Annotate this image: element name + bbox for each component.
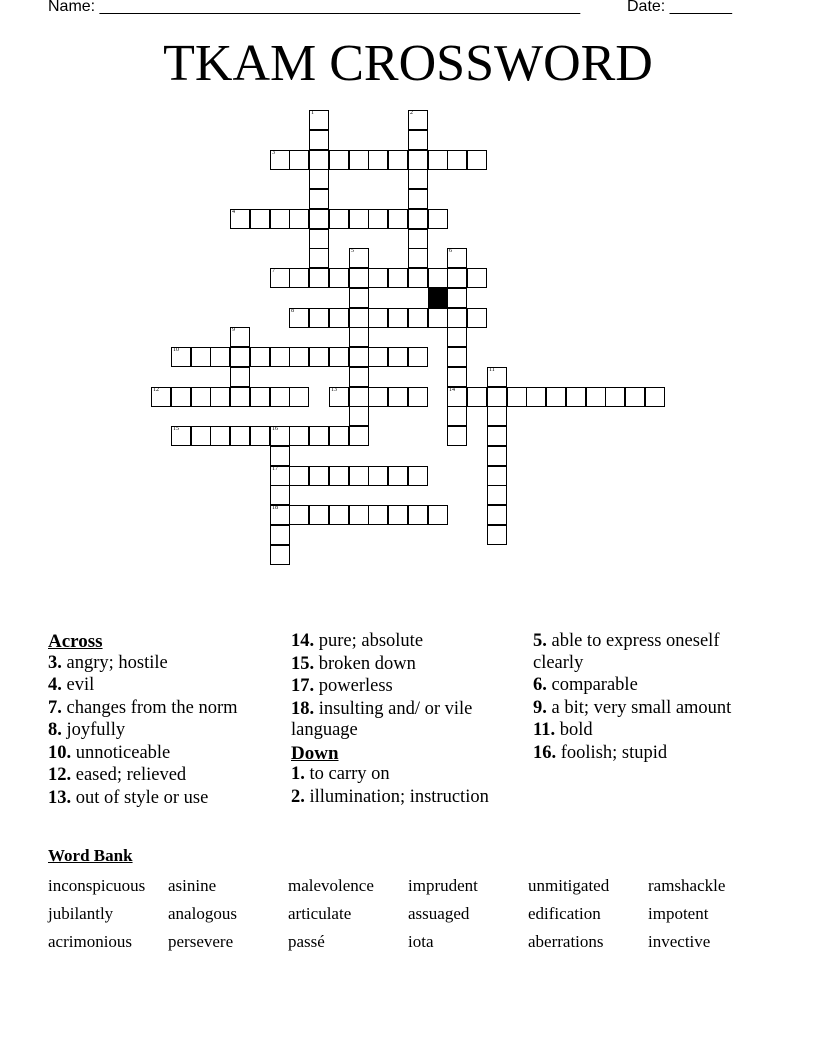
- grid-cell[interactable]: [388, 347, 408, 367]
- clue-text: changes from the norm: [66, 697, 238, 718]
- grid-cell[interactable]: [210, 347, 230, 367]
- grid-cell[interactable]: [487, 387, 507, 407]
- grid-cell[interactable]: [270, 209, 290, 229]
- grid-cell[interactable]: [309, 426, 329, 446]
- word-bank-word: unmitigated: [528, 876, 610, 895]
- grid-cell[interactable]: [289, 268, 309, 288]
- grid-cell[interactable]: [408, 466, 428, 486]
- grid-cell[interactable]: [309, 229, 329, 249]
- grid-cell[interactable]: [447, 406, 467, 426]
- grid-cell[interactable]: [349, 387, 369, 407]
- grid-cell[interactable]: [309, 189, 329, 209]
- grid-cell[interactable]: [388, 308, 408, 328]
- grid-cell[interactable]: [467, 150, 487, 170]
- clue-text: joyfully: [66, 720, 126, 740]
- down-clue: [533, 631, 763, 674]
- grid-cell[interactable]: [388, 387, 408, 407]
- grid-cell[interactable]: [408, 110, 428, 130]
- clue-number-label: 5: [351, 248, 354, 254]
- grid-cell[interactable]: [230, 209, 250, 229]
- grid-cell[interactable]: [447, 367, 467, 387]
- down-heading: Down: [291, 742, 339, 764]
- word-bank-word: analogous: [168, 904, 237, 923]
- word-bank-word: malevolence: [288, 876, 374, 895]
- clue-number-label: 17: [272, 466, 278, 472]
- word-bank-word: edification: [528, 904, 601, 923]
- grid-cell[interactable]: [645, 387, 665, 407]
- clue-text: broken down: [318, 653, 416, 674]
- grid-cell[interactable]: [329, 466, 349, 486]
- word-bank-word: articulate: [288, 904, 352, 923]
- clue-number-label: 9: [232, 327, 235, 333]
- grid-cell[interactable]: [408, 130, 428, 150]
- down-clue: [533, 698, 763, 720]
- clue-number-label: 1: [311, 110, 314, 116]
- grid-cell[interactable]: [151, 387, 171, 407]
- grid-cell[interactable]: [487, 406, 507, 426]
- word-bank-word: passé: [288, 932, 325, 951]
- clue-text: able to express oneself clearly: [533, 631, 720, 673]
- grid-cell[interactable]: [289, 505, 309, 525]
- grid-cell[interactable]: [289, 466, 309, 486]
- clue-text: angry; hostile: [66, 652, 168, 673]
- clue-number: 2.: [291, 786, 305, 807]
- grid-cell[interactable]: [210, 426, 230, 446]
- grid-cell[interactable]: [309, 248, 329, 268]
- grid-cell[interactable]: [487, 525, 507, 545]
- clue-number-label: 14: [449, 387, 455, 393]
- grid-cell[interactable]: [270, 545, 290, 565]
- grid-cell[interactable]: [428, 150, 448, 170]
- down-clue: [533, 720, 763, 742]
- word-bank-word: impotent: [648, 904, 709, 923]
- grid-cell[interactable]: [566, 387, 586, 407]
- grid-cell[interactable]: [289, 387, 309, 407]
- grid-cell[interactable]: [487, 466, 507, 486]
- grid-cell[interactable]: [250, 426, 270, 446]
- grid-cell[interactable]: [428, 308, 448, 328]
- across-heading: Across: [48, 631, 103, 652]
- grid-cell[interactable]: [309, 268, 329, 288]
- grid-cell[interactable]: [408, 308, 428, 328]
- word-bank-title: Word Bank: [48, 846, 133, 865]
- grid-cell[interactable]: [230, 426, 250, 446]
- grid-cell[interactable]: [447, 268, 467, 288]
- clue-text: out of style or use: [75, 787, 209, 808]
- clue-number: 15.: [291, 653, 315, 674]
- grid-cell[interactable]: [349, 150, 369, 170]
- grid-cell[interactable]: [309, 150, 329, 170]
- grid-cell[interactable]: [447, 426, 467, 446]
- across-clue: [48, 698, 278, 720]
- grid-cell[interactable]: [487, 367, 507, 387]
- grid-cell[interactable]: [329, 308, 349, 328]
- grid-cell[interactable]: [447, 308, 467, 328]
- clue-number-label: 8: [291, 308, 294, 314]
- grid-cell[interactable]: [270, 505, 290, 525]
- across-clue: [48, 653, 278, 675]
- grid-cell[interactable]: [171, 387, 191, 407]
- grid-cell[interactable]: [447, 150, 467, 170]
- word-bank-word: jubilantly: [48, 904, 114, 923]
- grid-cell[interactable]: [250, 209, 270, 229]
- clue-number: 8.: [48, 720, 62, 740]
- grid-cell[interactable]: [349, 327, 369, 347]
- clue-number-label: 13: [331, 387, 337, 393]
- across-clue: [48, 743, 278, 765]
- grid-cell[interactable]: [250, 347, 270, 367]
- clue-text: unnoticeable: [75, 742, 171, 763]
- clue-text: a bit; very small amount: [551, 697, 732, 718]
- clue-number-label: 16: [272, 426, 278, 432]
- clue-number-label: 10: [173, 347, 179, 353]
- grid-cell[interactable]: [349, 288, 369, 308]
- grid-cell[interactable]: [289, 150, 309, 170]
- clue-number: 5.: [533, 631, 547, 651]
- clue-column-2: [291, 631, 521, 809]
- grid-cell[interactable]: [526, 387, 546, 407]
- clue-number-label: 12: [153, 387, 159, 393]
- grid-cell[interactable]: [368, 466, 388, 486]
- grid-cell[interactable]: [270, 446, 290, 466]
- word-bank-word: invective: [648, 932, 711, 951]
- across-clue: [291, 654, 521, 676]
- grid-cell[interactable]: [270, 485, 290, 505]
- clue-text: illumination; instruction: [309, 786, 489, 807]
- clue-text: powerless: [318, 676, 393, 696]
- down-clue: [533, 743, 763, 765]
- grid-cell[interactable]: [329, 347, 349, 367]
- across-clue: [291, 631, 521, 653]
- clue-number-label: 4: [232, 209, 235, 215]
- grid-cell[interactable]: [309, 169, 329, 189]
- grid-cell[interactable]: [447, 387, 467, 407]
- clue-text: evil: [66, 675, 95, 695]
- grid-cell[interactable]: [309, 308, 329, 328]
- grid-cell[interactable]: [349, 426, 369, 446]
- grid-cell[interactable]: [329, 426, 349, 446]
- grid-cell[interactable]: [487, 505, 507, 525]
- down-clue: [291, 764, 521, 786]
- grid-cell[interactable]: [428, 209, 448, 229]
- across-clue: [291, 676, 521, 698]
- grid-cell[interactable]: [408, 505, 428, 525]
- grid-cell[interactable]: [625, 387, 645, 407]
- grid-cell[interactable]: [368, 209, 388, 229]
- grid-cell[interactable]: [388, 209, 408, 229]
- clue-number-label: 3: [272, 150, 275, 156]
- name-field[interactable]: Name: ______________________________________________________: [48, 0, 581, 15]
- grid-cell[interactable]: [289, 347, 309, 367]
- clue-number-label: 2: [410, 110, 413, 116]
- grid-cell[interactable]: [191, 387, 211, 407]
- grid-cell[interactable]: [230, 347, 250, 367]
- clue-number: 11.: [533, 720, 556, 740]
- grid-cell[interactable]: [349, 268, 369, 288]
- grid-cell[interactable]: [309, 209, 329, 229]
- grid-cell[interactable]: [191, 347, 211, 367]
- grid-cell[interactable]: [349, 209, 369, 229]
- clue-column-3: [533, 631, 763, 765]
- grid-cell[interactable]: [270, 525, 290, 545]
- grid-cell[interactable]: [368, 505, 388, 525]
- down-clue: [291, 787, 521, 809]
- grid-cell[interactable]: [408, 347, 428, 367]
- grid-cell[interactable]: [368, 387, 388, 407]
- grid-cell[interactable]: [408, 387, 428, 407]
- clue-text: foolish; stupid: [560, 742, 668, 763]
- across-clue: [48, 788, 278, 810]
- grid-cell[interactable]: [447, 347, 467, 367]
- word-bank-word: persevere: [168, 932, 234, 951]
- grid-cell[interactable]: [349, 347, 369, 367]
- grid-cell[interactable]: [270, 426, 290, 446]
- grid-cell[interactable]: [428, 505, 448, 525]
- grid-cell[interactable]: [605, 387, 625, 407]
- grid-cell[interactable]: [349, 406, 369, 426]
- across-clue: [48, 765, 278, 787]
- clue-number: 14.: [291, 631, 315, 651]
- word-bank-word: imprudent: [408, 876, 478, 895]
- grid-cell[interactable]: [210, 387, 230, 407]
- clue-text: comparable: [551, 675, 638, 695]
- grid-cell[interactable]: [388, 466, 408, 486]
- clue-text: pure; absolute: [318, 631, 424, 651]
- clue-number: 17.: [291, 676, 315, 696]
- clue-number-label: 7: [272, 268, 275, 274]
- clue-number: 9.: [533, 697, 547, 718]
- word-bank-word: ramshackle: [648, 876, 726, 895]
- across-clue: [291, 699, 521, 742]
- grid-cell[interactable]: [349, 505, 369, 525]
- grid-cell[interactable]: [230, 367, 250, 387]
- grid-cell[interactable]: [270, 150, 290, 170]
- grid-cell[interactable]: [586, 387, 606, 407]
- grid-cell[interactable]: [250, 387, 270, 407]
- grid-cell[interactable]: [368, 308, 388, 328]
- grid-cell[interactable]: [447, 327, 467, 347]
- grid-cell[interactable]: [329, 268, 349, 288]
- grid-cell[interactable]: [349, 466, 369, 486]
- clue-text: insulting and/ or vile language: [291, 698, 473, 740]
- grid-cell[interactable]: [171, 347, 191, 367]
- clue-number: 4.: [48, 675, 62, 695]
- grid-cell[interactable]: [309, 347, 329, 367]
- grid-cell[interactable]: [329, 387, 349, 407]
- grid-cell[interactable]: [270, 268, 290, 288]
- clue-text: eased; relieved: [75, 765, 187, 785]
- clue-number-label: 6: [449, 248, 452, 254]
- page-title: TKAM CROSSWORD: [163, 35, 653, 92]
- clue-column-1: [48, 631, 278, 810]
- grid-cell[interactable]: [349, 308, 369, 328]
- grid-cell[interactable]: [487, 446, 507, 466]
- clue-number: 13.: [48, 787, 72, 808]
- grid-cell[interactable]: [270, 347, 290, 367]
- clue-number-label: 18: [272, 505, 278, 511]
- grid-cell[interactable]: [289, 426, 309, 446]
- grid-cell[interactable]: [447, 248, 467, 268]
- grid-cell[interactable]: [270, 466, 290, 486]
- grid-cell[interactable]: [349, 367, 369, 387]
- grid-cell[interactable]: [467, 308, 487, 328]
- grid-cell[interactable]: [368, 347, 388, 367]
- grid-cell[interactable]: [309, 110, 329, 130]
- grid-cell[interactable]: [408, 268, 428, 288]
- clue-text: bold: [559, 720, 593, 740]
- grid-cell[interactable]: [171, 426, 191, 446]
- grid-cell[interactable]: [309, 130, 329, 150]
- grid-cell[interactable]: [388, 268, 408, 288]
- grid-cell[interactable]: [428, 268, 448, 288]
- grid-cell[interactable]: [507, 387, 527, 407]
- grid-cell[interactable]: [329, 150, 349, 170]
- date-field[interactable]: Date: _______: [627, 0, 732, 15]
- grid-cell[interactable]: [388, 150, 408, 170]
- grid-cell[interactable]: [230, 387, 250, 407]
- grid-cell[interactable]: [408, 189, 428, 209]
- grid-cell[interactable]: [368, 268, 388, 288]
- grid-cell[interactable]: [309, 466, 329, 486]
- grid-cell[interactable]: [447, 288, 467, 308]
- grid-cell[interactable]: [289, 308, 309, 328]
- word-bank-word: inconspicuous: [48, 876, 146, 895]
- grid-cell[interactable]: [329, 505, 349, 525]
- clue-number: 18.: [291, 698, 315, 719]
- grid-cell[interactable]: [289, 209, 309, 229]
- grid-cell[interactable]: [349, 248, 369, 268]
- clue-number: 16.: [533, 742, 557, 763]
- grid-cell[interactable]: [487, 426, 507, 446]
- grid-cell[interactable]: [388, 505, 408, 525]
- word-bank-word: aberrations: [528, 932, 604, 951]
- clue-number: 10.: [48, 742, 72, 763]
- clue-text: to carry on: [309, 764, 390, 784]
- clue-number-label: 11: [489, 367, 495, 373]
- clue-number: 12.: [48, 765, 72, 785]
- down-clue: [533, 675, 763, 697]
- grid-cell[interactable]: [408, 150, 428, 170]
- across-clue: [48, 720, 278, 742]
- word-bank-word: asinine: [168, 876, 217, 895]
- grid-cell[interactable]: [368, 150, 388, 170]
- grid-cell[interactable]: [309, 505, 329, 525]
- across-clue: [48, 675, 278, 697]
- word-bank-word: assuaged: [408, 904, 470, 923]
- grid-cell[interactable]: [329, 209, 349, 229]
- grid-cell[interactable]: [546, 387, 566, 407]
- grid-cell[interactable]: [408, 229, 428, 249]
- clue-number: 6.: [533, 675, 547, 695]
- grid-cell[interactable]: [467, 387, 487, 407]
- grid-cell[interactable]: [408, 169, 428, 189]
- grid-cell[interactable]: [408, 248, 428, 268]
- clue-number: 7.: [48, 697, 62, 718]
- grid-cell[interactable]: [467, 268, 487, 288]
- grid-cell[interactable]: [270, 387, 290, 407]
- word-bank-word: acrimonious: [48, 932, 133, 951]
- grid-cell[interactable]: [487, 485, 507, 505]
- clue-number-label: 15: [173, 426, 179, 432]
- clue-number: 3.: [48, 652, 62, 673]
- grid-cell[interactable]: [408, 209, 428, 229]
- clue-number: 1.: [291, 764, 305, 784]
- grid-block: [428, 288, 448, 308]
- grid-cell[interactable]: [191, 426, 211, 446]
- grid-cell[interactable]: [230, 327, 250, 347]
- word-bank-word: iota: [408, 932, 434, 951]
